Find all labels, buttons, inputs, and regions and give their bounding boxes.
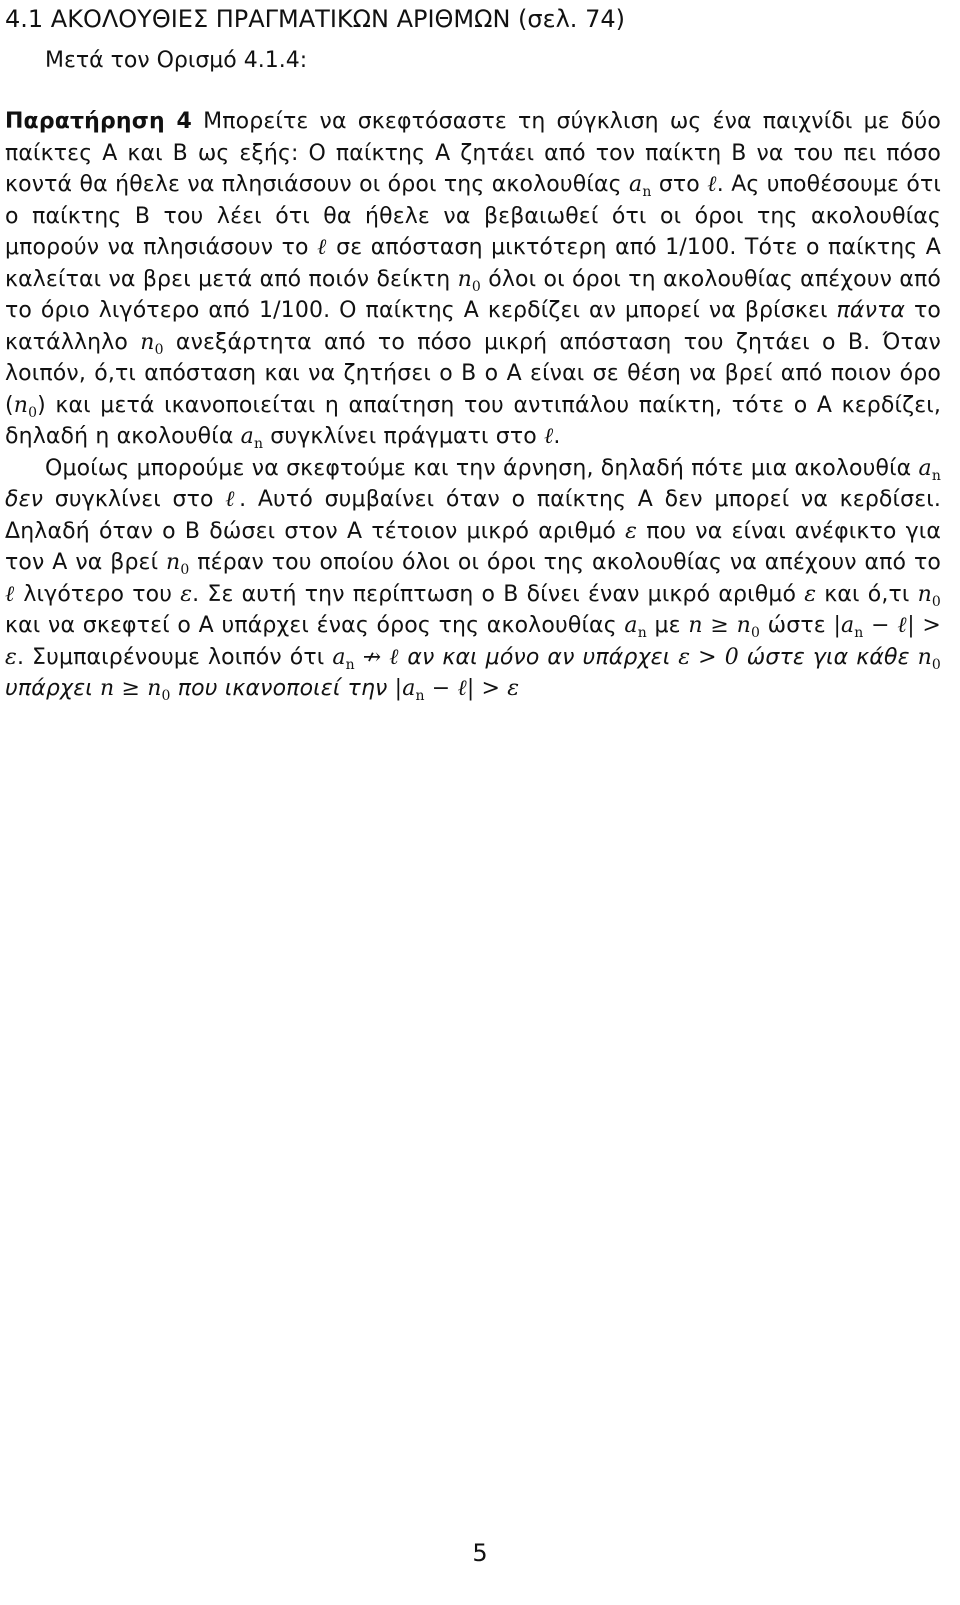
- math-n-zero: $n_0$: [457, 266, 481, 295]
- remark-text: Μπορείτε να σκεφτόσαστε τη σύγκλιση ως ένα παιχνίδι με δύο παίκτες A και B ως εξής: Ο παίκτης A ζητάει από τον παίκτη B να του πει πόσο κοντά θα ήθελε να πλησιάσουν οι όροι της ακολουθίας: [5, 109, 941, 197]
- remark-text: όλοι οι όροι τη ακολουθίας απέχουν από το όριο λιγότερο από 1/100. Ο παίκτης A κερδίζει αν μπορεί να βρίσκει: [5, 266, 941, 323]
- math-n-zero: $n_0$: [917, 644, 941, 673]
- para-text: . Σε αυτή την περίπτωση ο B δίνει έναν μικρό αριθμό: [192, 581, 805, 607]
- para-text: ώστε: [760, 613, 834, 638]
- emphasis-text: πάντα: [836, 298, 906, 323]
- remark-label: Παρατήρηση 4: [5, 109, 193, 134]
- emphasis-text: που ικανοποιεί την: [170, 676, 395, 701]
- para-text: Ομοίως μπορούμε να σκεφτούμε και την άρνηση, δηλαδή πότε μια ακολουθία: [45, 455, 919, 481]
- emphasis-text: δεν: [5, 487, 44, 512]
- math-n-zero: $n_0$: [140, 329, 164, 358]
- math-abs-inequality: $|a_n$ − ℓ| > ε: [394, 676, 520, 704]
- math-a-n: $a_n$: [624, 613, 647, 641]
- remark-text: . Ας υποθέσουμε ότι ο παίκτης B του λέει ότι θα ήθελε να βεβαιωθεί ότι οι όροι της ακολουθίας μπορούν να πλησιάσουν το: [5, 172, 941, 260]
- para-text: πέραν του οποίου όλοι οι όροι της ακολουθίας να απέχουν από το: [189, 550, 941, 575]
- math-epsilon: ε: [180, 581, 193, 607]
- para-text: λιγότερο του: [15, 581, 181, 607]
- emphasis-text: αν και μόνο αν υπάρχει: [399, 644, 679, 670]
- math-n-zero: $n_0$: [917, 581, 941, 610]
- remark-text: σε απόσταση μικτότερη από 1/100. Τότε ο παίκτης A καλείται να βρει μετά από ποιόν δείκτη: [5, 235, 941, 292]
- section-heading: 4.1 ΑΚΟΛΟΥΘΙΕΣ ΠΡΑΓΜΑΤΙΚΩΝ ΑΡΙΘΜΩΝ (σελ. 74): [5, 5, 625, 33]
- math-epsilon: ε: [804, 581, 817, 607]
- math-not-converge: $a_n$ ↛ ℓ: [332, 644, 400, 673]
- remark-text: ) και μετά ικανοποιείται η απαίτηση του αντιπάλου παίκτη, τότε ο A κερδίζει, δηλαδή η ακολουθία: [5, 392, 941, 449]
- page-number: 5: [472, 1539, 488, 1567]
- remark-text: στο: [651, 172, 708, 197]
- math-a-n: $a_n$: [918, 455, 941, 484]
- math-epsilon: ε: [625, 518, 638, 544]
- para-text: που να είναι ανέφικτο για τον A να βρεί: [5, 518, 941, 575]
- emphasis-text: ώστε για κάθε: [738, 644, 918, 670]
- math-eps-positive: ε > 0: [678, 644, 739, 670]
- math-abs-inequality: $|a_n$ − ℓ| > ε: [5, 613, 941, 670]
- remark-text: .: [553, 424, 561, 449]
- math-n-geq-n-zero: $n \ge n_0$: [688, 613, 761, 641]
- para-text: . Συμπαιρένουμε λοιπόν ότι: [16, 644, 333, 670]
- math-n-zero: $n_0$: [13, 392, 38, 421]
- context-line: Μετά τον Ορισμό 4.1.4:: [45, 48, 308, 73]
- math-ell: ℓ: [707, 172, 717, 197]
- remark-text: ανεξάρτητα από το πόσο μικρή απόσταση του ζητάει ο B. Όταν λοιπόν, ό,τι απόσταση και να ζητήσει ο B ο A είναι σε θέση να βρεί από ποιον όρο (: [5, 329, 941, 418]
- document-body: [5, 106, 941, 705]
- para-text: με: [646, 613, 689, 638]
- math-a-n: $a_n$: [240, 424, 264, 452]
- remark-paragraph: [5, 106, 941, 453]
- emphasis-text: υπάρχει: [5, 676, 100, 701]
- math-ell: ℓ: [5, 581, 16, 607]
- negation-paragraph: [5, 453, 941, 705]
- remark-text: συγκλίνει πράγματι στο: [263, 424, 544, 449]
- math-ell: ℓ: [317, 235, 328, 260]
- para-text: . Αυτό συμβαίνει όταν ο παίκτης A δεν μπορεί να κερδίσει. Δηλαδή όταν ο B δώσει στον A τέτοιον μικρό αριθμό: [5, 487, 942, 544]
- math-n-zero: $n_0$: [166, 550, 190, 578]
- math-n-geq-n-zero: $n \ge n_0$: [100, 676, 171, 704]
- math-ell: ℓ: [225, 487, 240, 512]
- para-text: και να σκεφτεί ο A υπάρχει ένας όρος της ακολουθίας: [5, 613, 625, 638]
- math-a-n: $a_n$: [629, 172, 652, 200]
- math-ell: ℓ: [544, 424, 554, 449]
- para-text: και ό,τι: [816, 581, 918, 607]
- para-text: συγκλίνει στο: [43, 487, 226, 512]
- remark-text: το κατάλληλο: [5, 298, 941, 355]
